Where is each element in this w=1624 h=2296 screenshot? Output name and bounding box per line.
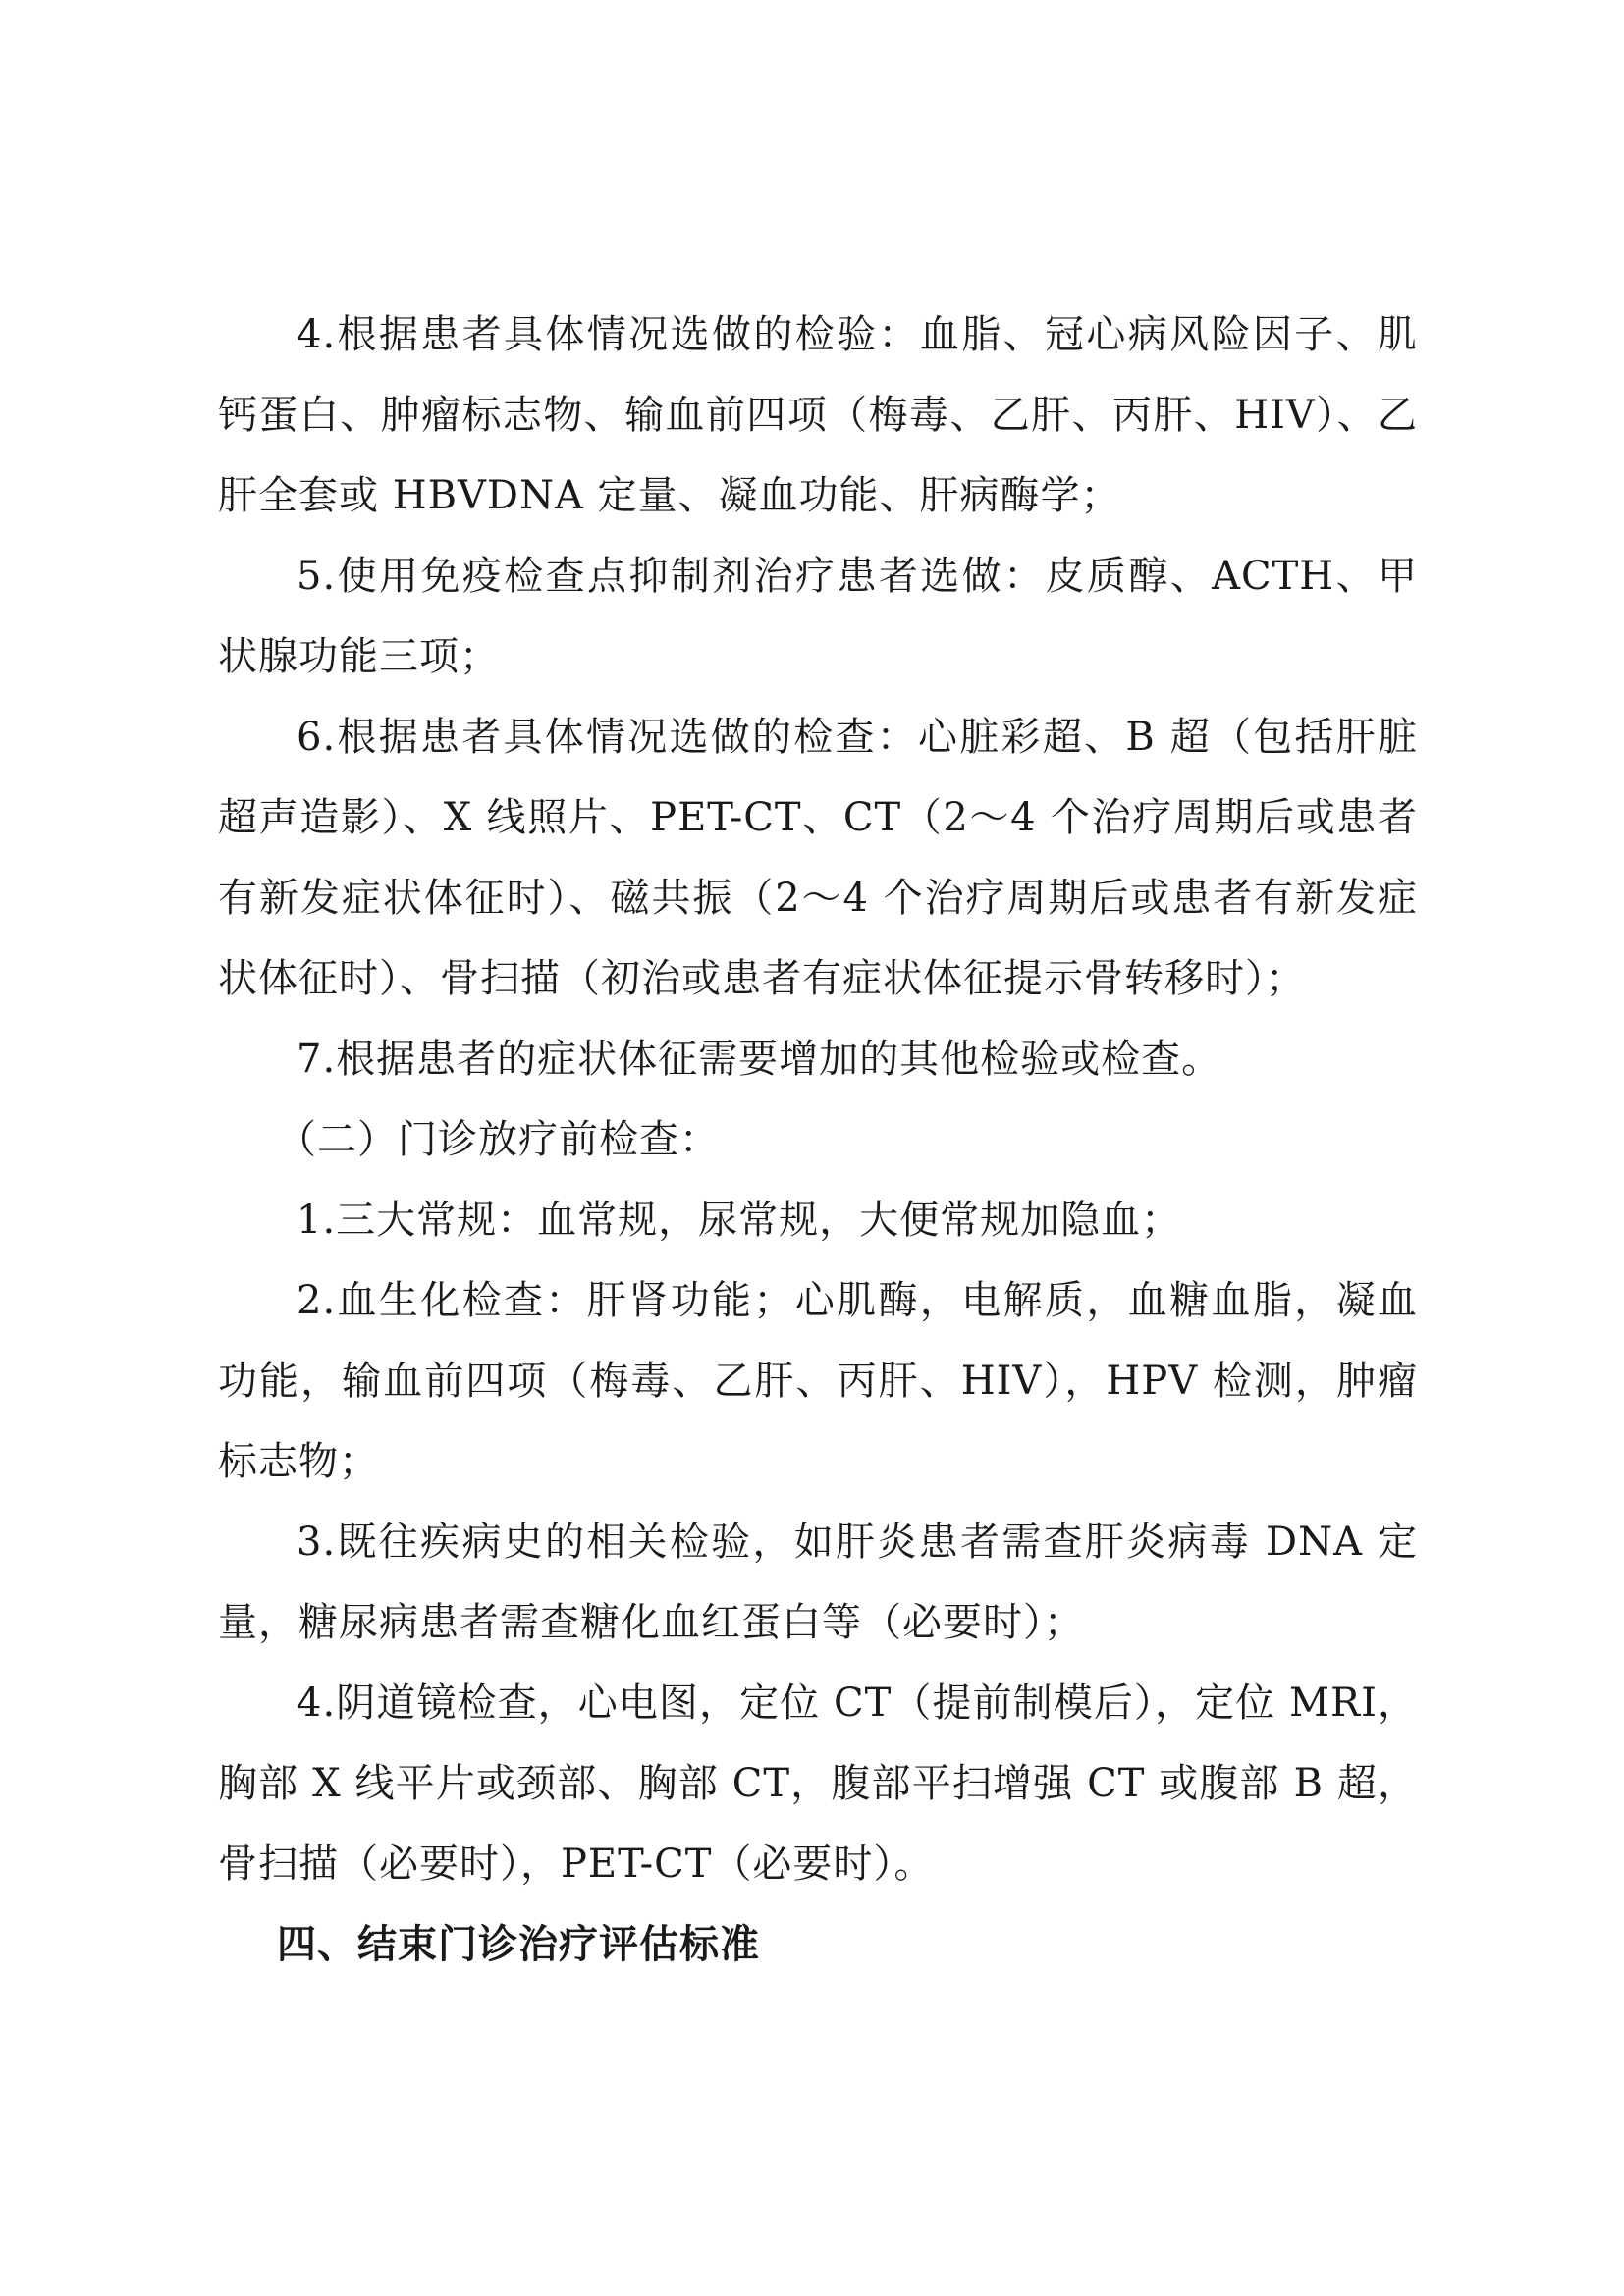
paragraph-imaging-exams: 4.阴道镜检查，心电图，定位 CT（提前制模后），定位 MRI， 胸部 X 线平片或颈部、胸部 CT，腹部平扫增强 CT 或腹部 B 超， 骨扫描（必要时），PET-CT（必要时）。 <box>218 1681 1418 1887</box>
paragraph-biochemistry: 2.血生化检查：肝肾功能；心肌酶，电解质，血糖血脂，凝血功能，输血前四项（梅毒、乙肝、丙肝、HIV），HPV 检测，肿瘤标志物； <box>218 1278 1418 1484</box>
paragraph-routine-tests: 1.三大常规：血常规，尿常规，大便常规加隐血； <box>297 1198 1182 1243</box>
section-title-pre-radiotherapy: （二）门诊放疗前检查： <box>277 1117 720 1162</box>
paragraph-immunotherapy-tests: 5.使用免疫检查点抑制剂治疗患者选做：皮质醇、ACTH、甲状腺功能三项； <box>218 554 1418 679</box>
heading-end-of-clinic-evaluation: 四、结束门诊治疗评估标准 <box>277 1922 760 1967</box>
paragraph-optional-lab-tests: 4.根据患者具体情况选做的检验：血脂、冠心病风险因子、肌钙蛋白、肿瘤标志物、输血前四项（梅毒、乙肝、丙肝、HIV）、乙肝全套或 HBVDNA 定量、凝血功能、肝病酶学； <box>218 312 1418 518</box>
document-body <box>218 294 1418 1985</box>
paragraph-history-tests: 3.既往疾病史的相关检验，如肝炎患者需查肝炎病毒 DNA 定量，糖尿病患者需查糖化血红蛋白等（必要时）； <box>218 1520 1418 1645</box>
paragraph-optional-exams: 6.根据患者具体情况选做的检查：心脏彩超、B 超（包括肝脏超声造影）、X 线照片、PET-CT、CT（2～4 个治疗周期后或患者有新发症状体征时）、磁共振（2～4 个治疗周期后或患者有新发症状体征时）、骨扫描（初治或患者有症状体征提示骨转移时）； <box>218 715 1418 1001</box>
paragraph-other-tests: 7.根据患者的症状体征需要增加的其他检验或检查。 <box>297 1037 1222 1082</box>
